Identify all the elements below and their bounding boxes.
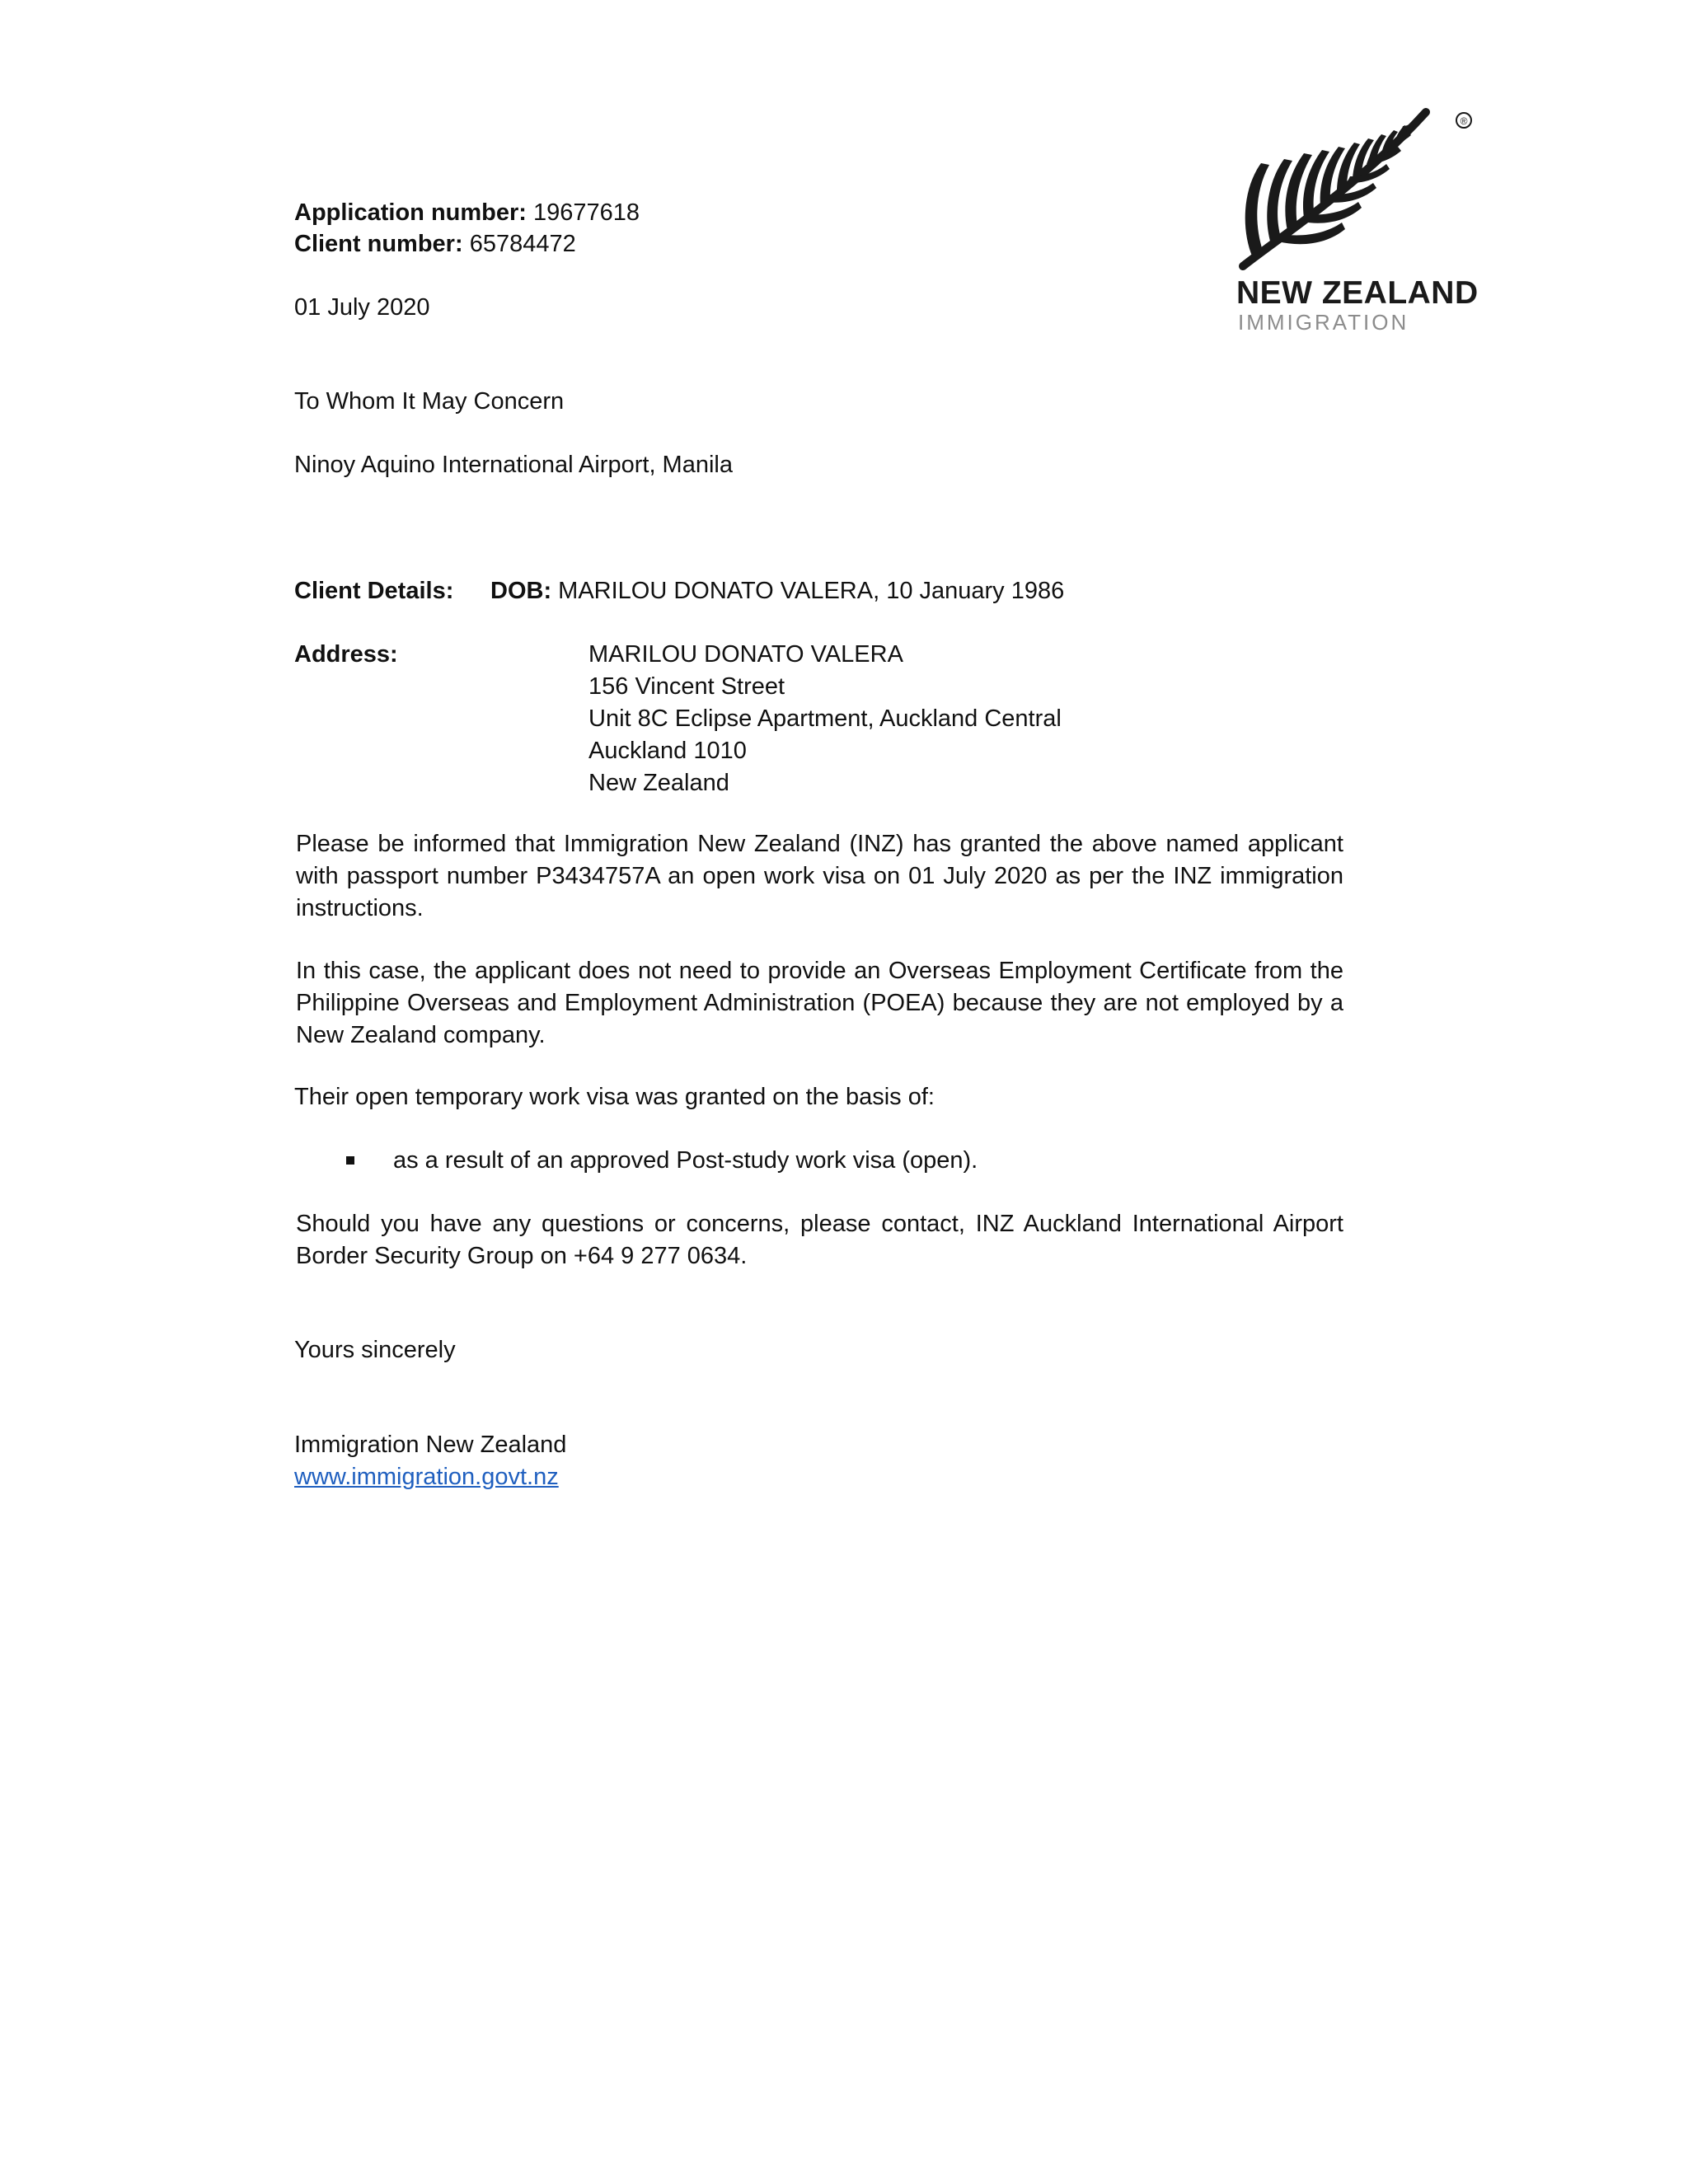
website-link[interactable]: www.immigration.govt.nz	[294, 1464, 559, 1490]
address-line: New Zealand	[588, 770, 729, 796]
silver-fern-icon	[1236, 105, 1484, 274]
bullet-item: as a result of an approved Post-study work visa (open).	[393, 1147, 978, 1174]
logo-main-text: NEW ZEALAND	[1236, 275, 1479, 311]
dob-value: MARILOU DONATO VALERA, 10 January 1986	[558, 578, 1065, 604]
recipient-location: Ninoy Aquino International Airport, Manila	[294, 452, 733, 478]
address-line: MARILOU DONATO VALERA	[588, 641, 903, 668]
registered-mark: ®	[1460, 115, 1468, 127]
address-line: Auckland 1010	[588, 738, 747, 764]
paragraph-contact: Should you have any questions or concerns, please contact, INZ Auckland International Airport Border Security Group on +64 9 277 0634.	[296, 1211, 1343, 1269]
client-details-label: Client Details:	[294, 578, 454, 604]
logo-sub-text: IMMIGRATION	[1238, 310, 1409, 335]
letter-date: 01 July 2020	[294, 294, 430, 321]
client-number-line	[294, 228, 576, 260]
organisation-name: Immigration New Zealand	[294, 1432, 567, 1458]
website-line	[294, 1461, 559, 1493]
address-block	[588, 639, 1062, 799]
sign-off: Yours sincerely	[294, 1337, 456, 1363]
address-line: Unit 8C Eclipse Apartment, Auckland Central	[588, 705, 1062, 732]
dob-line	[490, 575, 1064, 607]
address-line: 156 Vincent Street	[588, 673, 785, 700]
dob-label: DOB:	[490, 578, 552, 604]
address-label: Address:	[294, 641, 398, 668]
bullet-marker	[346, 1156, 354, 1165]
application-number-line	[294, 197, 640, 229]
salutation: To Whom It May Concern	[294, 388, 565, 415]
paragraph-visa-granted: Please be informed that Immigration New Zealand (INZ) has granted the above named applicant with passport number P3434757A an open work visa on 01 July 2020 as per the INZ immigration instructions.	[296, 831, 1343, 921]
application-number-label: Application number:	[294, 199, 527, 226]
client-number-value: 65784472	[469, 231, 576, 257]
paragraph-oec-exemption: In this case, the applicant does not need to provide an Overseas Employment Certificate from the Philippine Overseas and Employment Administration (POEA) because they are not employed by a New Zealand company.	[296, 958, 1343, 1048]
client-number-label: Client number:	[294, 231, 463, 257]
paragraph-basis: Their open temporary work visa was granted on the basis of:	[294, 1084, 935, 1110]
application-number-value: 19677618	[533, 199, 640, 226]
nz-immigration-logo	[1236, 105, 1484, 344]
